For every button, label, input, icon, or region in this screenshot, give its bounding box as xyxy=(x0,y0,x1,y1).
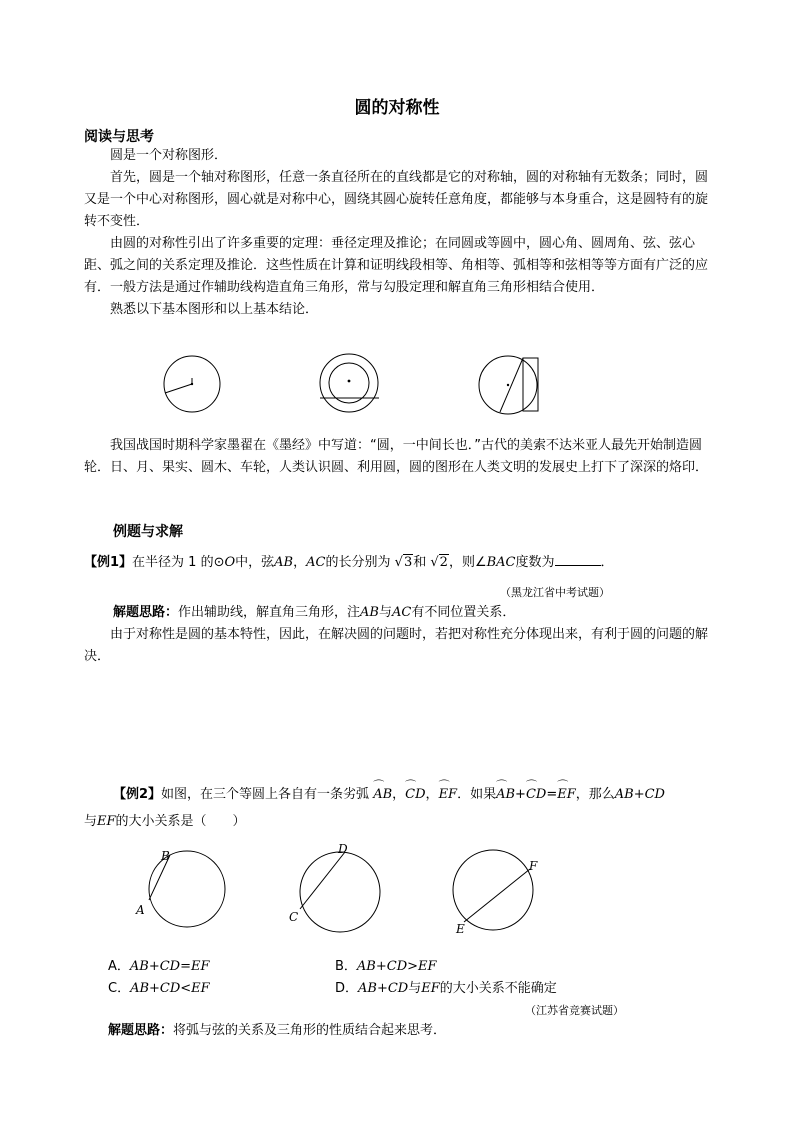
arc-cd-2: ⌒ CD xyxy=(526,784,546,806)
sqrt-3: √3 xyxy=(394,555,413,570)
ex1-text-f: ． xyxy=(600,555,614,570)
section-heading-reading: 阅读与思考 xyxy=(84,129,154,145)
paragraph-3: 由圆的对称性引出了许多重要的定理：垂径定理及推论；在同圆或等圆中，圆心角、圆周角、弦、弦心距、弧之间的关系定理及推论．这些性质在计算和证明线段相等、角相等、弧相等和弦相等等方面有广泛的应有．一般方法是通过作辅助线构造直角三角形，常与勾股定理和解直角三角形相结合使用． xyxy=(84,236,709,295)
ex1-text-d: ，则∠ xyxy=(448,555,487,570)
ex1-comma: ， xyxy=(293,555,307,570)
ex2-hint-label: 解题思路： xyxy=(108,1023,174,1038)
option-b[interactable]: B．AB+CD>EF xyxy=(335,959,437,974)
example-2-hint xyxy=(108,1020,446,1042)
ex1-text-c: 的长分别为 xyxy=(325,555,391,570)
label-e: E xyxy=(456,922,465,936)
ex2-text-a: 如图，在三个等圆上各自有一条劣弧 xyxy=(161,787,370,802)
ex2-hint-text: 将弧与弦的关系及三角形的性质结合起来思考． xyxy=(173,1023,447,1038)
ex1-hint-label: 解题思路： xyxy=(113,605,179,620)
example-1-source: （黑龙江省中考试题） xyxy=(500,586,610,599)
arc-ef: ⌒ EF xyxy=(439,784,458,806)
ex2-text-c: ，那么 xyxy=(575,787,615,802)
paragraph-5: 我国战国时期科学家墨翟在《墨经》中写道：“圆，一中间长也．”古代的美索不达米亚人最先开始制造圆轮．日、月、果实、圆木、车轮，人类认识圆、利用圆，圆的图形在人类文明的发展史上打下了深深的烙印． xyxy=(84,438,709,475)
ex1-hint-b: 有不同位置关系． xyxy=(411,605,516,620)
ex2-text-d: 与 xyxy=(84,814,98,829)
option-d[interactable]: D．AB+CD与EF的大小关系不能确定 xyxy=(335,981,557,996)
answer-blank xyxy=(555,553,601,566)
ex1-hint-ac: AC xyxy=(392,605,412,620)
label-a: A xyxy=(136,903,145,917)
ex1-text-e: 度数为 xyxy=(515,555,555,570)
ex1-var-ab: AB xyxy=(274,555,294,570)
example-2-tag: 【例2】 xyxy=(113,787,162,802)
arc-ab-2: ⌒ AB xyxy=(496,784,515,806)
example-2-source: （江苏省竞赛试题） xyxy=(525,1004,624,1017)
label-f: F xyxy=(529,859,538,873)
ex2-text-b: ．如果 xyxy=(457,787,497,802)
arc-ef-2: ⌒ EF xyxy=(557,784,576,806)
ex2-ef: EF xyxy=(97,814,116,829)
ex1-text-b: 中，弦 xyxy=(235,555,275,570)
example-1-hint xyxy=(113,602,515,624)
circle-ef-figure xyxy=(453,850,538,936)
example-1-note-block xyxy=(84,624,712,668)
ex1-and: 和 xyxy=(413,555,427,570)
example-1-tag: 【例1】 xyxy=(84,555,133,570)
ex2-text-e: 的大小关系是（ ） xyxy=(115,814,246,829)
section-heading-examples: 例题与求解 xyxy=(113,524,183,540)
example-2-question-line2 xyxy=(84,811,246,833)
label-b: B xyxy=(161,849,170,863)
ex1-text-a: 在半径为 1 的⊙ xyxy=(132,555,225,570)
paragraph-4: 熟悉以下基本图形和以上基本结论． xyxy=(110,302,319,317)
ex2-eq: = xyxy=(546,787,558,802)
ex1-var-o: O xyxy=(224,555,236,570)
example-2-question-line1: 【例2】如图，在三个等圆上各自有一条劣弧 ⌒ AB，⌒ CD，⌒ EF．如果⌒ AB+⌒ CD=⌒ EF，那么AB+CD xyxy=(113,784,665,806)
arc-cd: ⌒ CD xyxy=(405,784,425,806)
page-title: 圆的对称性 xyxy=(354,98,440,118)
figure-circle-radius xyxy=(164,356,220,412)
label-d: D xyxy=(338,842,348,856)
sqrt-2: √2 xyxy=(430,555,448,570)
ex1-hint-ab: AB xyxy=(360,605,379,620)
ex2-abcd: AB+CD xyxy=(614,787,665,802)
basic-figures xyxy=(150,348,570,424)
figure-circle-square xyxy=(479,356,538,414)
ex1-var-bac: BAC xyxy=(486,555,516,570)
ex1-hint-with: 与 xyxy=(378,605,392,620)
arc-ab: ⌒ AB xyxy=(373,784,392,806)
paragraph-1: 圆是一个对称图形． xyxy=(110,148,228,163)
option-c[interactable]: C．AB+CD<EF xyxy=(108,981,210,996)
reading-text-block xyxy=(84,145,712,321)
circle-cd-figure xyxy=(289,842,380,932)
ex2-plus: + xyxy=(515,787,526,802)
ex1-var-ac: AC xyxy=(306,555,326,570)
example-1-question xyxy=(84,552,614,574)
ex1-hint-a: 作出辅助线，解直角三角形，注 xyxy=(178,605,361,620)
option-a[interactable]: A．AB+CD=EF xyxy=(108,959,210,974)
example-1-note: 由于对称性是圆的基本特性，因此，在解决圆的问题时，若把对称性充分体现出来，有利于圆的问题的解决． xyxy=(84,627,709,664)
example-2-figures xyxy=(125,842,565,938)
paragraph-2: 首先，圆是一个轴对称图形，任意一条直径所在的直线都是它的对称轴，圆的对称轴有无数条；同时，圆又是一个中心对称图形，圆心就是对称中心，圆绕其圆心旋转任意角度，都能够与本身重合，这是圆特有的旋转不变性． xyxy=(84,170,709,229)
history-text-block xyxy=(84,435,712,479)
figure-concentric-circles xyxy=(320,354,379,412)
circle-ab-figure xyxy=(135,849,225,927)
label-c: C xyxy=(289,910,299,924)
